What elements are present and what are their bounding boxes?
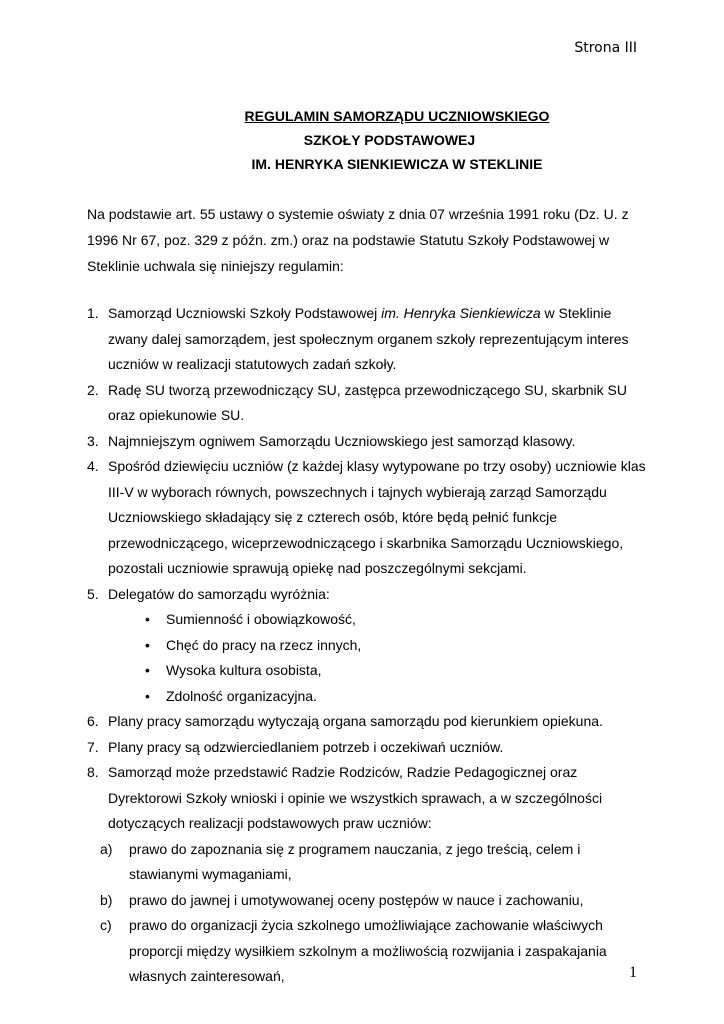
list-item — [87, 378, 647, 429]
sub-item-body — [108, 913, 647, 990]
item-number: 6. — [87, 713, 99, 729]
list-item — [87, 454, 647, 582]
list-item — [87, 301, 647, 378]
sub-item-text: prawo do organizacji życia szkolnego umożliwiające zachowanie właściwych proporcji między wysiłkiem szkolnym a możliwością rozwijania i zaspakajania własnych zainteresowań, — [129, 917, 607, 984]
page-header: Strona III — [574, 40, 637, 56]
bullet-item — [87, 658, 647, 684]
item-text: Najmniejszym ogniwem Samorządu Uczniowskiego jest samorząd klasowy. — [108, 432, 576, 449]
sub-item-body — [108, 837, 647, 888]
bullet-text: Zdolność organizacyjna. — [166, 687, 317, 704]
item-number: 3. — [87, 432, 99, 449]
item-text-italic: im. Henryka Sienkiewicza — [381, 305, 541, 321]
sub-item — [87, 888, 647, 914]
sub-item-text: prawo do zapoznania się z programem nauczania, z jego treścią, celem i stawianymi wymaganiami, — [129, 840, 581, 882]
page-number: 1 — [629, 964, 637, 981]
item-number: 8. — [87, 764, 99, 780]
bullet-icon: • — [145, 611, 150, 627]
bullet-icon: • — [145, 636, 150, 653]
bullet-text: Sumienność i obowiązkowość, — [166, 611, 356, 627]
item-text: Plany pracy są odzwierciedlaniem potrzeb i oczekiwań uczniów. — [108, 738, 504, 755]
regulation-list — [87, 301, 647, 990]
sub-item-label: b) — [100, 891, 113, 908]
list-item — [87, 709, 647, 735]
sub-item-label: a) — [100, 840, 113, 857]
intro-paragraph: Na podstawie art. 55 ustawy o systemie oświaty z dnia 07 września 1991 roku (Dz. U. z 1996 Nr 67, poz. 329 z późn. zm.) oraz na podstawie Statutu Szkoły Podstawowej w Steklinie uchwala się niniejszy regulamin: — [87, 206, 629, 274]
item-number: 7. — [87, 738, 99, 755]
list-item — [87, 760, 647, 837]
list-item — [87, 582, 647, 608]
item-number: 2. — [87, 381, 99, 398]
bullet-item — [87, 633, 647, 659]
sub-item — [87, 913, 647, 990]
bullet-item — [87, 607, 647, 633]
sub-item — [87, 837, 647, 888]
item-text: w Steklinie zwany dalej samorządem, jest społecznym organem szkoły reprezentującym interes uczniów w realizacji statutowych zadań szkoły. — [108, 305, 629, 372]
title-line-3: IM. HENRYKA SIENKIEWICZA W STEKLINIE — [251, 156, 543, 172]
bullet-icon: • — [145, 687, 150, 704]
item-text: Plany pracy samorządu wytyczają organa samorządu pod kierunkiem opiekuna. — [108, 713, 603, 729]
bullet-item — [87, 684, 647, 710]
list-item — [87, 735, 647, 761]
sub-item-body — [108, 888, 647, 914]
item-text: Samorząd może przedstawić Radzie Rodziców, Radzie Pedagogicznej oraz Dyrektorowi Szkoły wnioski i opinie we wszystkich sprawach, a w szczególności dotyczących realizacji podstawowych praw uczniów: — [108, 764, 603, 831]
item-text: Radę SU tworzą przewodniczący SU, zastępca przewodniczącego SU, skarbnik SU oraz opiekunowie SU. — [108, 381, 628, 423]
item-text: Spośród dziewięciu uczniów (z każdej klasy wytypowane po trzy osoby) uczniowie klas III-V w wyborach równych, powszechnych i tajnych wybierają zarząd Samorządu Uczniowskiego składający się z czterech osób, które będą pełnić funkcje przewodniczącego, wiceprzewodniczącego i skarbnika Samorządu Uczniowskiego, pozostali uczniowie sprawują opiekę nad poszczególnymi sekcjami. — [108, 458, 646, 576]
bullet-icon: • — [145, 662, 150, 678]
bullet-text: Chęć do pracy na rzecz innych, — [166, 636, 362, 653]
bullet-text: Wysoka kultura osobista, — [166, 662, 322, 678]
list-item — [87, 429, 647, 455]
item-number: 1. — [87, 305, 99, 321]
item-text: Samorząd Uczniowski Szkoły Podstawowej — [108, 305, 382, 321]
bullet-list — [87, 607, 647, 709]
item-text: Delegatów do samorządu wyróżnia: — [108, 585, 330, 602]
sub-item-text: prawo do jawnej i umotywowanej oceny postępów w nauce i zachowaniu, — [129, 891, 584, 908]
title-line-1: REGULAMIN SAMORZĄDU UCZNIOWSKIEGO — [244, 108, 550, 124]
title-line-2: SZKOŁY PODSTAWOWEJ — [303, 132, 476, 148]
item-number: 5. — [87, 585, 99, 602]
document-title — [0, 104, 724, 176]
sub-item-label: c) — [100, 917, 112, 933]
item-number: 4. — [87, 458, 99, 474]
